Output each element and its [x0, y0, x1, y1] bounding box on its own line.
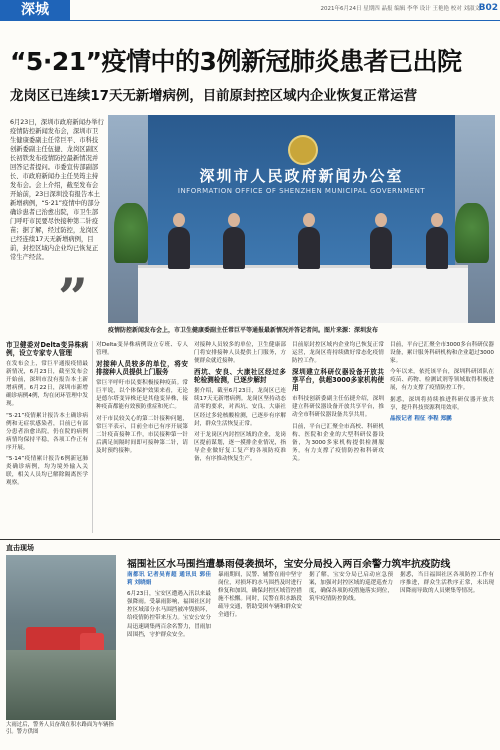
- column-heading: 市卫健委对Delta变异株病例，设立专家专人管理: [6, 341, 88, 357]
- masthead-rule: [0, 20, 500, 21]
- article-column-3: [194, 341, 286, 466]
- conference-table: [138, 265, 468, 323]
- dateline: 2021年6月24日 星期四 晶报 编辑 李华 设计 王艳艳 校对 刘淑文: [320, 6, 480, 12]
- paragraph: 市科技创新委副主任伍捷介绍，深圳建立科研仪器设备开放共享平台，推动全市科研仪器设备共享共用。: [292, 396, 384, 419]
- paragraph: 目前，平台已汇聚全市3000多台科研仪器设备，累计服务科研机构和企业超过3000家。: [390, 342, 494, 365]
- paragraph: 目前原封控区域内企业均已恢复正常运营，龙岗区将持续做好常态化疫情防控工作。: [292, 342, 384, 365]
- paragraph: 对于龙岗区内封控区域的企业，龙岗区提前谋划，逐一摸排企业情况，指导企业做好复工复产的各项防疫准备，有序推动恢复生产。: [194, 431, 286, 463]
- bottom-column-3: [309, 571, 393, 606]
- bottom-column-1: [127, 571, 211, 642]
- photo-caption: 疫情防控新闻发布会上，市卫生健康委副主任常巨平等通报最新情况并答记者问。图片来源：深圳发布: [108, 327, 379, 334]
- paragraph: 在发布会上，常巨平通报疫情最新情况，6月23日，截至发布会开始前，深圳市没有报告本土新增病例。6月22日，深圳市新增确诊病例4例，均在闭环管理中发现。: [6, 361, 88, 408]
- lead-paragraph: 6月23日，深圳市政府新闻办举行疫情防控新闻发布会，深圳市卫生健康委副主任常巨平、市科技创新委副主任伍捷、龙岗区副区长初铁发布疫情防控最新情况并回答记者提问。市委宣传部副部长、市政府新闻办主任吴筠主持发布会。会上介绍，截至发布会开始前，23日深圳没有报告本土新增病例，“5·21”疫情中的部分确诊患者已治愈出院，市卫生部门呼吁市民要尽快接种第二针疫苗；据了解，经过防控，龙岗区已经连续17天无新增病例，目前，封控区域内企业均已恢复正常生产经营。: [10, 119, 104, 261]
- column-heading: 深圳建立科研仪器设备开放共享平台，供超3000多家机构使用: [292, 368, 384, 393]
- speaker-figure: [298, 227, 320, 269]
- plant-decoration: [114, 203, 148, 263]
- main-headline: “5·21”疫情中的3例新冠肺炎患者已出院: [10, 47, 462, 76]
- plant-decoration: [455, 203, 489, 263]
- column-heading: 西坑、安良、大康社区经过多轮检测检测，已逐步解封: [194, 368, 286, 385]
- paragraph: 暴雨期间，民警、辅警在雨中坚守岗位，对损坏的水马围挡及时进行修复和加固，确保封控区域管控措施不松懈。同时，民警在积水路段疏导交通，帮助受困车辆和群众安全通行。: [218, 572, 302, 619]
- paragraph: 据了解，宝安分局已启动应急预案，加强对封控区域的巡逻巡查力度，确保各项防疫措施落实到位，筑牢疫情防控防线。: [309, 572, 393, 603]
- bottom-column-2: [218, 571, 302, 623]
- section-tag: 深城: [0, 0, 70, 20]
- bottom-column-4: [400, 571, 494, 598]
- paragraph: 对于市民较关心的第二针接种问题，常巨平表示，目前全市已有序开展第二针疫苗接种工作，市民接种第一针后满足间隔时间即可接种第二针，请及时预约接种。: [96, 415, 188, 454]
- sub-headline: 龙岗区已连续17天无新增病例，目前原封控区域内企业恢复正常运营: [10, 89, 417, 104]
- flood-photo: [6, 555, 116, 720]
- paragraph: 据悉，当日福围社区各项防控工作有序推进，群众生活秩序正常，未出现因降雨导致的人员聚集等情况。: [400, 572, 494, 595]
- paragraph: 6月23日，宝安区遭遇入汛以来最强降雨。受暴雨影响，福围社区封控区域部分水马围挡被冲毁损坏，给疫情防控带来压力。宝安公安分局迅速调集两百余名警力，冒雨加固围挡，守护群众安全。: [127, 591, 211, 638]
- paragraph: “5·21”疫情累计报告本土确诊病例和无症状感染者，目前已有部分患者治愈出院，仍在院的病例病情均保持平稳，各项工作正有序开展。: [6, 412, 88, 451]
- paragraph: 据悉，深圳将持续推进科研仪器开放共享，提升科技资源利用效率。: [390, 396, 494, 411]
- quote-mark-icon: ”: [58, 268, 88, 329]
- backdrop-subtitle: INFORMATION OFFICE OF SHENZHEN MUNICIPAL GOVERNMENT: [177, 187, 426, 195]
- speaker-figure: [426, 227, 448, 269]
- page-number: B02: [478, 3, 498, 13]
- flood-water: [6, 650, 116, 720]
- article-column-1: [6, 341, 88, 490]
- paragraph: 对Delta变异株病例设立专班、专人管理。: [96, 342, 188, 357]
- speaker-figure: [223, 227, 245, 269]
- paragraph: 目前，平台已汇聚全市高校、科研机构、医院和企业的大型科研仪器设备，为3000多家机构提供检测服务，有力支撑了疫情防控和科研攻关。: [292, 423, 384, 462]
- backdrop-title: 深圳市人民政府新闻办公室: [199, 167, 404, 185]
- paragraph: 今年以来，依托该平台，深圳科研团队在疫苗、药物、检测试剂等领域取得积极进展，有力支撑了疫情防控工作。: [390, 369, 494, 392]
- bottom-headline: 福围社区水马围挡遭暴雨侵袭损坏，宝安分局投入两百余警力筑牢抗疫防线: [127, 559, 451, 570]
- byline: 晶报记者 程征 李程 郑鹏: [390, 415, 452, 422]
- paragraph: 常巨平呼吁市民要积极接种疫苗。常巨平说，以个体保护效果来看，无论是德尔塔变异株还是其他变异株，接种疫苗都能有效预防重症和死亡。: [96, 380, 188, 411]
- article-column-2: [96, 341, 188, 458]
- article-column-5: [390, 341, 494, 426]
- press-conference-photo: [108, 115, 495, 323]
- article-column-4: [292, 341, 384, 466]
- section-divider: [0, 539, 500, 540]
- speaker-figure: [168, 227, 190, 269]
- column-divider: [92, 341, 93, 533]
- speaker-figure: [370, 227, 392, 269]
- paragraph: 据介绍，截至6月23日，龙岗区已连续17天无新增病例。龙岗区坚持动态清零的要求，对西坑、安良、大康社区经过多轮核酸检测，已逐步有序解封，群众生活恢复正常。: [194, 388, 286, 427]
- paragraph: 对接种人员较多的单位，卫生健康部门将安排接种人员提供上门服务，方便群众就近接种。: [194, 342, 286, 365]
- emblem-icon: [288, 135, 318, 165]
- paragraph: “5·14”疫情累计报告6例新冠肺炎确诊病例，均为境外输入关联，相关人员均已解除隔离医学观察。: [6, 456, 88, 487]
- flood-photo-caption: 大雨过后，警务人员奋战在积水路面为车辆指引。警方供图: [6, 722, 114, 735]
- byline: 南都讯 记者吴育超 通讯员 郭佳莉 刘晓娟: [127, 572, 211, 587]
- masthead: [0, 0, 500, 20]
- section-label: 直击现场: [6, 544, 34, 552]
- column-heading: 对接种人员较多的单位，将安排接种人员提供上门服务: [96, 360, 188, 377]
